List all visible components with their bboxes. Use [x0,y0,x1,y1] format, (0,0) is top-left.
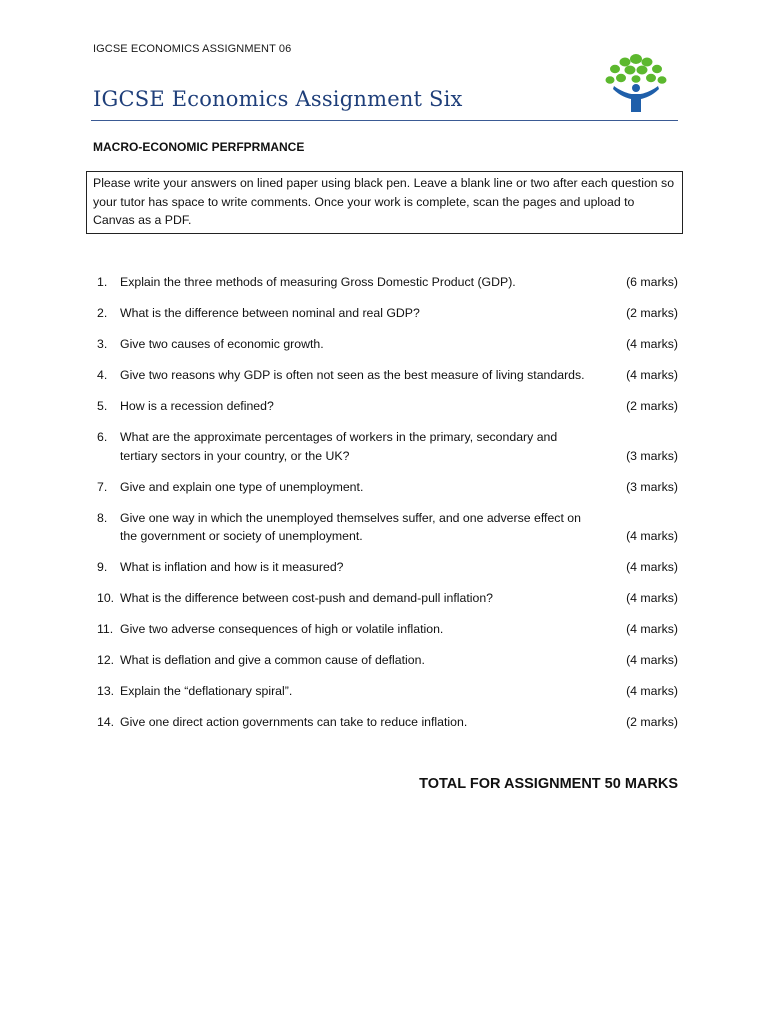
question-item [93,397,678,416]
question-marks: (3 marks) [626,479,678,494]
question-item [93,682,678,701]
question-item [93,558,678,577]
question-item [93,366,678,385]
question-number: 1. [97,275,108,289]
question-text: Give one direct action governments can take to reduce inflation. [120,715,468,729]
running-header: IGCSE ECONOMICS ASSIGNMENT 06 [93,43,292,55]
page-title: IGCSE Economics Assignment Six [93,87,463,111]
question-marks: (4 marks) [626,622,678,636]
question-text: What is inflation and how is it measured? [120,560,344,574]
question-marks: (3 marks) [626,448,678,463]
question-marks: (2 marks) [626,399,678,413]
question-text: How is a recession defined? [120,399,274,413]
question-marks: (4 marks) [626,368,678,382]
question-text: Give and explain one type of unemployment. [120,479,364,494]
question-marks: (2 marks) [626,715,678,729]
question-marks: (4 marks) [626,560,678,574]
question-item [93,478,678,497]
question-text: Give two reasons why GDP is often not seen as the best measure of living standards. [120,368,585,382]
instructions-box [86,171,683,234]
title-underline [91,120,678,121]
instructions-text: Please write your answers on lined paper using black pen. Leave a blank line or two after each question so your tutor has space to write comments. Once your work is complete, scan the pages and upload to Canvas as a PDF. [93,176,675,227]
question-number: 2. [97,306,108,320]
section-heading: MACRO-ECONOMIC PERFPRMANCE [93,140,305,154]
question-item [93,273,678,292]
question-item [93,713,678,732]
question-text: What is deflation and give a common cause of deflation. [120,653,425,667]
question-number: 14. [97,715,115,729]
question-number: 6. [97,430,108,444]
question-marks: (4 marks) [626,653,678,667]
question-number: 10. [97,591,115,605]
question-item [93,620,678,639]
question-text: What are the approximate percentages of workers in the primary, secondary and tertiary sectors in your country, or the UK? [120,430,558,463]
question-item [93,335,678,354]
question-item [93,509,678,546]
question-text: Give two adverse consequences of high or volatile inflation. [120,622,444,636]
question-item [93,651,678,670]
question-number: 4. [97,368,108,382]
question-marks: (4 marks) [626,337,678,351]
question-number: 8. [97,510,108,525]
question-list [93,273,678,744]
question-text: What is the difference between cost-push and demand-pull inflation? [120,591,494,605]
question-number: 12. [97,653,115,667]
question-item [93,428,678,465]
question-number: 9. [97,560,108,574]
assignment-total: TOTAL FOR ASSIGNMENT 50 MARKS [419,776,678,792]
question-item [93,304,678,323]
tree-person-logo-icon [602,52,670,114]
question-marks: (4 marks) [626,591,678,605]
question-number: 3. [97,337,108,351]
question-item [93,589,678,608]
question-number: 5. [97,399,108,413]
question-text: Give one way in which the unemployed themselves suffer, and one adverse effect on the government or society of unemployment. [120,510,581,543]
question-marks: (6 marks) [626,275,678,289]
question-number: 11. [97,622,114,636]
question-number: 7. [97,479,108,494]
question-marks: (4 marks) [626,529,678,543]
question-text: Explain the “deflationary spiral”. [120,684,293,698]
question-text: Give two causes of economic growth. [120,337,324,351]
question-text: What is the difference between nominal and real GDP? [120,306,420,320]
question-text: Explain the three methods of measuring Gross Domestic Product (GDP). [120,275,516,289]
question-marks: (4 marks) [626,684,678,698]
question-number: 13. [97,684,115,698]
question-marks: (2 marks) [626,306,678,320]
